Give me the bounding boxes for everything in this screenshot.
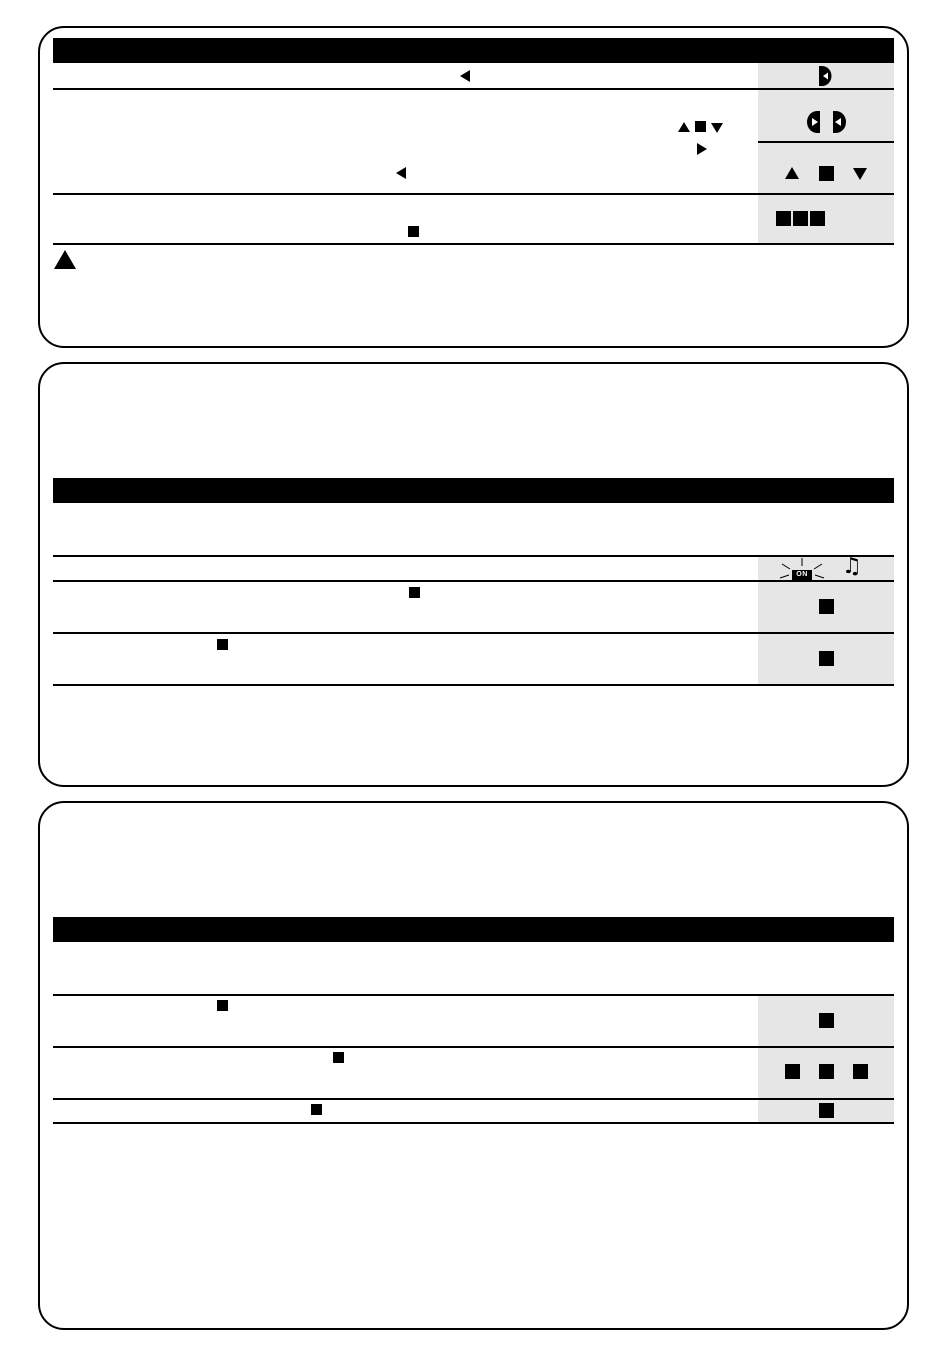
stop-square-icon [409, 587, 420, 598]
left-arrow-icon [460, 70, 470, 82]
warning-icon [54, 250, 76, 269]
panel-2-row-divider [53, 684, 894, 686]
stop-square-icon [695, 121, 706, 132]
stop-square-icon [217, 639, 228, 650]
stop-key-icon [853, 1064, 868, 1079]
panel-1-row-divider [53, 88, 894, 90]
panel-1-step-divider [758, 141, 894, 143]
stop-square-icon [217, 1000, 228, 1011]
up-arrow-icon [678, 122, 690, 132]
down-key-icon [853, 168, 867, 180]
up-key-icon [785, 167, 799, 179]
stop-key-icon [819, 166, 834, 181]
stop-key-icon [776, 211, 791, 226]
stop-key-icon [819, 1013, 834, 1028]
panel-2-header-bar [53, 478, 894, 503]
left-key-button-icon [830, 110, 850, 134]
panel-3-row-divider [53, 1122, 894, 1124]
stop-key-icon [819, 1064, 834, 1079]
stop-key-icon [819, 1103, 834, 1118]
panel-2-row-divider [53, 555, 894, 557]
stop-square-icon [333, 1052, 344, 1063]
right-arrow-icon [697, 143, 707, 155]
right-key-button-icon [803, 110, 823, 134]
down-arrow-icon [711, 123, 723, 133]
left-arrow-icon [396, 167, 406, 179]
stop-key-icon [810, 211, 825, 226]
panel-1-row-divider [53, 193, 894, 195]
stop-key-icon [819, 651, 834, 666]
left-key-button-icon [816, 65, 836, 87]
panel-2-row-divider [53, 580, 894, 582]
panel-1-row-divider [53, 243, 894, 245]
beep-notes-icon: ♫ [842, 554, 862, 579]
stop-square-icon [408, 226, 419, 237]
on-indicator-icon: ON [792, 570, 812, 580]
panel-1-header-bar [53, 38, 894, 63]
panel-2-row-divider [53, 632, 894, 634]
stop-key-icon [793, 211, 808, 226]
stop-key-icon [785, 1064, 800, 1079]
stop-square-icon [311, 1104, 322, 1115]
stop-key-icon [819, 599, 834, 614]
panel-3-row-divider [53, 1098, 894, 1100]
panel-3-row-divider [53, 1046, 894, 1048]
panel-3-header-bar [53, 917, 894, 942]
panel-3-row-divider [53, 994, 894, 996]
